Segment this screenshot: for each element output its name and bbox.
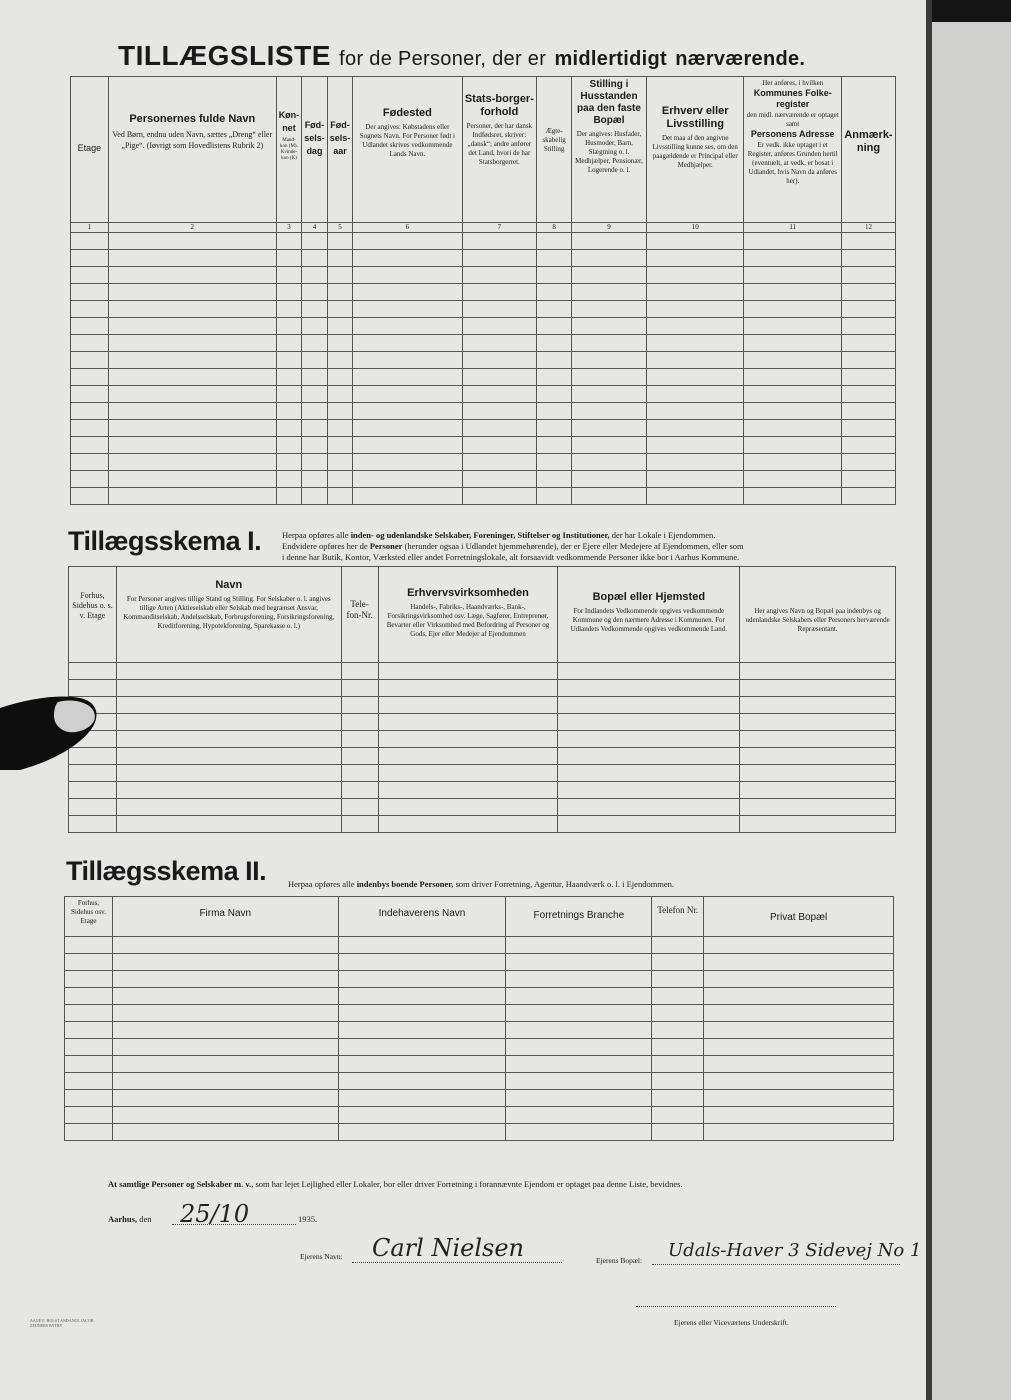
owner-address-label: Ejerens Bopæl: bbox=[596, 1256, 643, 1265]
col-erhverv: Erhverv eller Livsstilling Det maa af den angivne Livsstilling kunne ses, om den paagældende er Principal eller Medhjælper. bbox=[646, 77, 744, 223]
col-fodselsdag: Fød-sels-dag bbox=[302, 77, 328, 223]
owner-address-handwritten: Udals-Haver 3 Sidevej No 1 bbox=[668, 1240, 922, 1261]
s1-col-erhverv: Erhvervsvirksomheden Handels-, Fabriks-, Haandværks-, Bank-, Forsikringsvirksomhed osv. Læge, Sagfører, Entreprenør, Bevarter eller Virksomhed med Befordring af Personer og Gods, Ejer eller Medejer af Ejendommen bbox=[378, 567, 558, 663]
skema1-title: Tillægsskema I. bbox=[68, 526, 262, 556]
num-11: 11 bbox=[744, 223, 841, 233]
date-handwritten: 25/10 bbox=[180, 1200, 250, 1228]
table-row[interactable] bbox=[65, 954, 894, 971]
thumb-icon bbox=[0, 690, 100, 770]
skema1-table bbox=[68, 566, 896, 833]
table-row[interactable] bbox=[71, 488, 896, 505]
table-row[interactable] bbox=[69, 765, 896, 782]
printer-imprint: AAGE E. HOLST ANDANCE JACOB ZEUNERS BYTRY bbox=[30, 1318, 94, 1328]
table-row[interactable] bbox=[69, 799, 896, 816]
num-1: 1 bbox=[71, 223, 109, 233]
place-label: Aarhus, den bbox=[108, 1214, 152, 1224]
table-row[interactable] bbox=[71, 352, 896, 369]
col-folkeregister: Her anføres, i hvilken Kommunes Folke-register den midl. nærværende er optaget samt Personens Adresse Er vedk. ikke optaget i et Register, anføres Grunden hertil (eventuelt, at vedk. er bosat i Udlandet, hvis Navn da anføres her). bbox=[744, 77, 841, 223]
table-row[interactable] bbox=[71, 403, 896, 420]
table-row[interactable] bbox=[65, 971, 894, 988]
table-row[interactable] bbox=[69, 782, 896, 799]
title-bold-2: nærværende. bbox=[675, 48, 806, 70]
skema2-table bbox=[64, 896, 894, 1141]
skema2-title: Tillægsskema II. bbox=[66, 856, 267, 886]
col-konnet: Køn-net Mand-kon (M). Kvinde-kon (K) bbox=[276, 77, 302, 223]
table-row[interactable] bbox=[71, 267, 896, 284]
num-3: 3 bbox=[276, 223, 302, 233]
table-row[interactable] bbox=[69, 731, 896, 748]
s1-col-navn: Navn For Personer angives tillige Stand og Stilling. For Selskaber o. l. angives tillige Arten (Aktieselskab eller Selskab med begrænset Ansvar, Kommanditselskab, Andelsselskab, Forbrugsforening, Forsikringsforening, Kreditforening, Hypotekforening, Sparekasse o. l.) bbox=[116, 567, 341, 663]
skema1-description: Herpaa opføres alle inden- og udenlandske Selskaber, Foreninger, Stiftelser og Institutioner, der har Lokale i Ejendommen. Endvidere opføres her de Personer (herunder ogsaa i Udlandet hjemmehørende), der er Ejere eller Medejere af Ejendommen, eller som i denne har Butik, Kontor, Værksted eller andet Forretningslokale, alt forsaavidt vedkommende Personer ikke bor i Aarhus Kommune. bbox=[282, 530, 744, 562]
num-12: 12 bbox=[841, 223, 895, 233]
s1-col-telefon: Tele-fon-Nr. bbox=[341, 567, 378, 663]
table-row[interactable] bbox=[65, 1107, 894, 1124]
table-row[interactable] bbox=[71, 471, 896, 488]
title-rest: for de Personer, der er bbox=[339, 48, 547, 70]
col-stilling: Stilling i Husstanden paa den faste Bopæl Der angives: Husfader, Husmoder, Barn, Slægtning o. l. Medhjælper, Pensionær, Logerende o. l. bbox=[572, 77, 647, 223]
table-row[interactable] bbox=[69, 748, 896, 765]
table-row[interactable] bbox=[71, 284, 896, 301]
table-row[interactable] bbox=[65, 1005, 894, 1022]
table-row[interactable] bbox=[65, 1039, 894, 1056]
num-7: 7 bbox=[462, 223, 537, 233]
certification-text: At samtlige Personer og Selskaber m. v., som har lejet Lejlighed eller Lokaler, bor eller driver Forretning i forannævnte Ejendom er optaget paa denne Liste, bevidnes. bbox=[108, 1179, 683, 1189]
form-title bbox=[118, 40, 805, 72]
num-6: 6 bbox=[353, 223, 462, 233]
skema2-description: Herpaa opføres alle indenbys boende Personer, som driver Forretning, Agentur, Haandværk o. l. i Ejendommen. bbox=[288, 879, 675, 889]
table-row[interactable] bbox=[69, 697, 896, 714]
table-row[interactable] bbox=[65, 937, 894, 954]
s2-col-indehaver: Indehaverens Navn bbox=[338, 897, 506, 937]
table-row[interactable] bbox=[71, 301, 896, 318]
num-5: 5 bbox=[327, 223, 353, 233]
table-row[interactable] bbox=[71, 233, 896, 250]
signature-line[interactable] bbox=[636, 1306, 836, 1307]
adjacent-page-edge bbox=[932, 22, 1011, 1400]
table-row[interactable] bbox=[69, 680, 896, 697]
table-row[interactable] bbox=[65, 988, 894, 1005]
col-fodselsaar: Fød-sels-aar bbox=[327, 77, 353, 223]
title-main: TILLÆGSLISTE bbox=[118, 40, 331, 71]
col-statsborger: Stats-borger-forhold Personer, der har dansk Indfødsret, skriver: „dansk“; andre anfører det Land, hvori de har Statsborgerret. bbox=[462, 77, 537, 223]
col-fulde-navn: Personernes fulde Navn Ved Børn, endnu uden Navn, sættes „Dreng“ eller „Pige“. (Iøvrigt som Hovedlistens Rubrik 2) bbox=[108, 77, 276, 223]
num-10: 10 bbox=[646, 223, 744, 233]
table-row[interactable] bbox=[71, 369, 896, 386]
table-row[interactable] bbox=[69, 816, 896, 833]
table-row[interactable] bbox=[65, 1124, 894, 1141]
col-fodested: Fødested Der angives: Købstadens eller Sognets Navn. For Personer født i Udlandet skrives vedkommende Lands Navn. bbox=[353, 77, 462, 223]
main-table bbox=[70, 76, 896, 505]
owner-name-line[interactable] bbox=[352, 1262, 562, 1263]
s2-col-privat: Privat Bopæl bbox=[704, 897, 894, 937]
s2-col-firma: Firma Navn bbox=[112, 897, 338, 937]
s2-col-branche: Forretnings Branche bbox=[506, 897, 652, 937]
table-row[interactable] bbox=[69, 663, 896, 680]
num-8: 8 bbox=[537, 223, 572, 233]
table-row[interactable] bbox=[71, 250, 896, 267]
col-etage: Etage bbox=[71, 77, 109, 223]
year-label: 1935. bbox=[298, 1214, 318, 1224]
owner-address-line[interactable] bbox=[652, 1264, 900, 1265]
table-row[interactable] bbox=[69, 714, 896, 731]
table-row[interactable] bbox=[71, 454, 896, 471]
main-table-rows bbox=[71, 233, 896, 505]
table-row[interactable] bbox=[65, 1090, 894, 1107]
table-row[interactable] bbox=[71, 335, 896, 352]
owner-name-label: Ejerens Navn: bbox=[300, 1252, 343, 1261]
s1-col-repraesentant: Her angives Navn og Bopæl paa indenbys og udenlandske Selskabers eller Personers herværende Repræsentant. bbox=[740, 567, 896, 663]
title-bold-1: midlertidigt bbox=[554, 48, 667, 70]
num-2: 2 bbox=[108, 223, 276, 233]
s2-col-telefon: Telefon Nr. bbox=[652, 897, 704, 937]
table-row[interactable] bbox=[71, 420, 896, 437]
col-aegteskab: Ægte-skabelig Stilling bbox=[537, 77, 572, 223]
col-anmaerkning: Anmærk-ning bbox=[841, 77, 895, 223]
table-row[interactable] bbox=[71, 386, 896, 403]
s1-col-bopael: Bopæl eller Hjemsted For Indlandets Vedkommende opgives vedkommende Kommune og den nærmere Adresse i Kommunen. For Udlandets Vedkommende opgives vedkommende Land. bbox=[558, 567, 740, 663]
s1-col-etage: Forhus, Sidehus o. s. v. Etage bbox=[69, 567, 117, 663]
num-4: 4 bbox=[302, 223, 328, 233]
s2-col-etage: Forhus, Sidehus osv. Etage bbox=[65, 897, 113, 937]
owner-name-handwritten: Carl Nielsen bbox=[372, 1234, 524, 1262]
table-row[interactable] bbox=[65, 1056, 894, 1073]
table-row[interactable] bbox=[65, 1073, 894, 1090]
table-row[interactable] bbox=[71, 318, 896, 335]
num-9: 9 bbox=[572, 223, 647, 233]
table-row[interactable] bbox=[65, 1022, 894, 1039]
signature-label: Ejerens eller Viceværtens Underskrift. bbox=[674, 1318, 789, 1327]
table-row[interactable] bbox=[71, 437, 896, 454]
